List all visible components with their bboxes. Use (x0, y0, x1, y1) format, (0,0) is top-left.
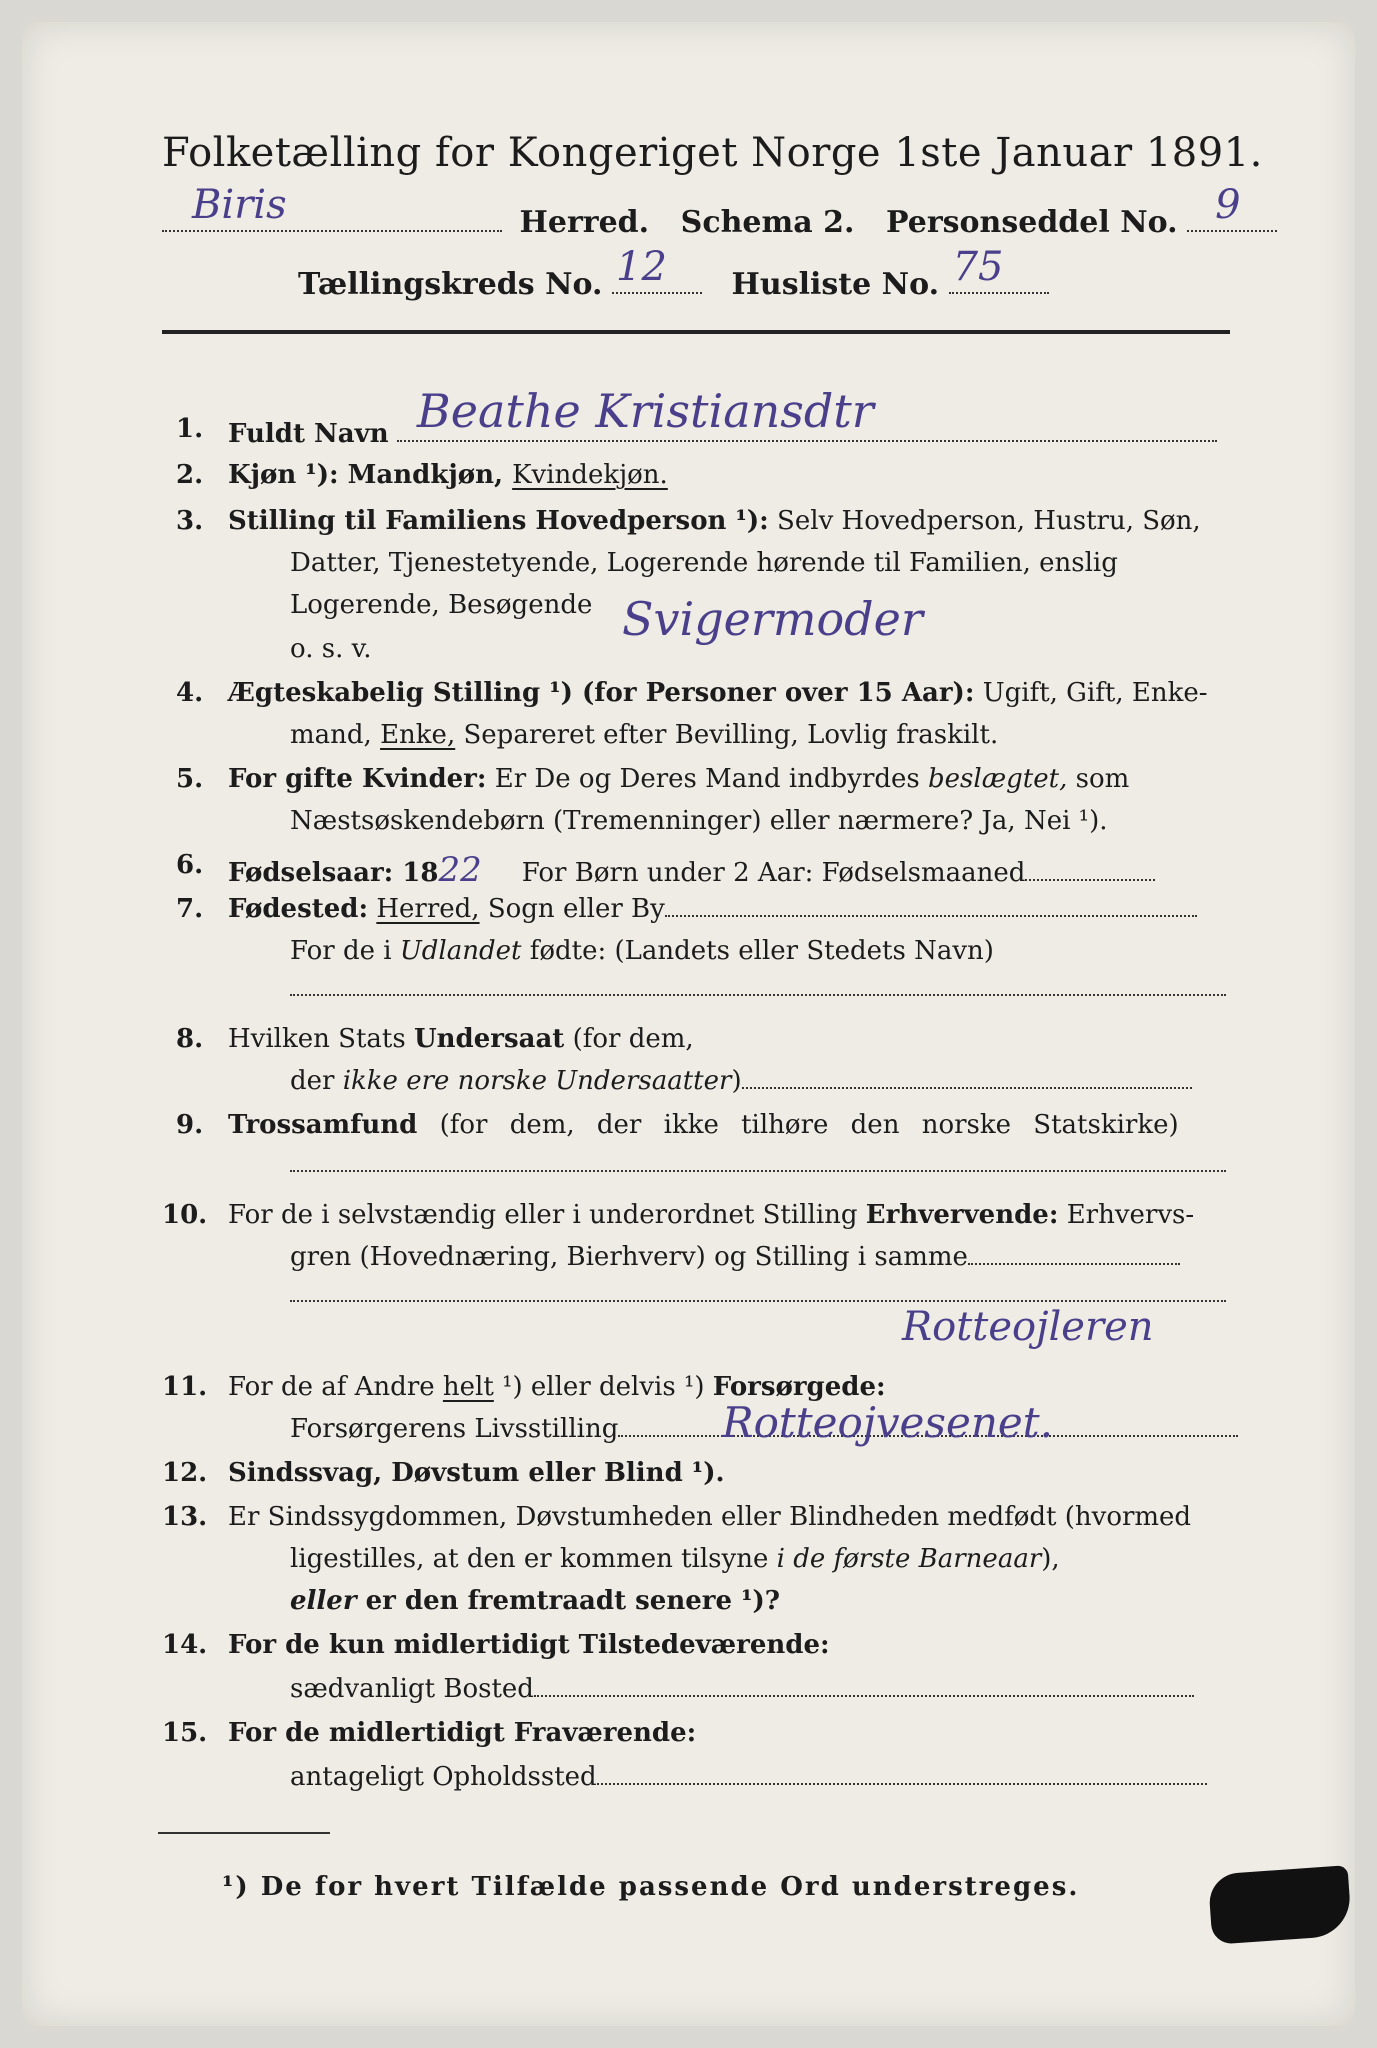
item-number: 3. (176, 506, 204, 536)
item-number: 8. (176, 1024, 204, 1054)
personseddel-handwritten: 9 (1215, 182, 1241, 228)
q13-italic: i de første Barneaar (776, 1544, 1042, 1574)
q7-text: For de i (290, 936, 400, 966)
birth-year-handwritten: 22 (438, 850, 482, 890)
footnote-rule (158, 1832, 330, 1834)
q13-italic2: eller (290, 1586, 357, 1616)
item-number: 5. (176, 764, 204, 794)
q5-line1 (228, 764, 1129, 794)
q7-line1 (228, 894, 1197, 924)
q13-line2 (290, 1544, 1060, 1574)
item-number: 2. (176, 460, 204, 490)
husliste-handwritten: 75 (952, 244, 1004, 290)
q10-end: Erhvervs- (1058, 1200, 1195, 1230)
q8-italic: ikke ere norske Undersaatter (342, 1066, 732, 1096)
q5-end: som (1067, 764, 1130, 794)
q4-line1 (228, 678, 1208, 708)
item-number: 1. (176, 414, 204, 444)
q3-line1 (228, 506, 1201, 536)
q13-line1: Er Sindssygdommen, Døvstumheden eller Blindheden medfødt (hvormed (228, 1502, 1192, 1532)
full-name-handwritten: Beathe Kristiansdtr (416, 384, 874, 438)
q8-text: Hvilken Stats (228, 1024, 414, 1054)
q7-rest: Sogn eller By (479, 894, 665, 924)
q4-bold: Ægteskabelig Stilling ¹) (for Personer over 15 Aar): (228, 678, 975, 708)
kreds-label: Tællingskreds No. (298, 267, 603, 302)
position-handwritten: Svigermoder (622, 592, 923, 646)
q8-text2-end: ) (731, 1066, 742, 1096)
q14-text2: sædvanligt Bosted (290, 1674, 534, 1704)
kreds-handwritten: 12 (616, 244, 667, 290)
item-number: 11. (162, 1372, 208, 1402)
item-number: 15. (162, 1718, 208, 1748)
q10-bold: Erhvervende: (865, 1200, 1059, 1230)
item-number: 14. (162, 1630, 208, 1660)
q4-text: mand, (290, 720, 381, 750)
q8-bold: Undersaat (413, 1024, 565, 1054)
q14-line1: For de kun midlertidigt Tilstedeværende: (228, 1630, 830, 1660)
provider-occupation-handwritten: Rotteojvesenet. (722, 1398, 1053, 1447)
q2-text: Kjøn ¹): Mandkjøn, (228, 460, 513, 490)
schema-label: Schema 2. (680, 205, 855, 240)
q12-row: Sindssvag, Døvstum eller Blind ¹). (228, 1458, 725, 1488)
q7-bold: Fødested: (228, 894, 369, 924)
q7-text-end: fødte: (Landets eller Stedets Navn) (521, 936, 994, 966)
item-number: 4. (176, 678, 204, 708)
personseddel-label: Personseddel No. (885, 205, 1178, 240)
item-number: 12. (162, 1458, 208, 1488)
q9-bold: Trossamfund (228, 1110, 418, 1140)
q11-text: For de af Andre (228, 1372, 443, 1402)
q6-rest: For Børn under 2 Aar: Fødselsmaaned (521, 858, 1026, 888)
q13-bold: er den fremtraadt senere ¹)? (356, 1586, 780, 1616)
q13-line3 (290, 1586, 780, 1616)
q8-text2: der (290, 1066, 343, 1096)
q13-text: ligestilles, at den er kommen tilsyne (290, 1544, 777, 1574)
kreds-row (298, 244, 1049, 302)
q15-line1: For de midlertidigt Fraværende: (228, 1718, 697, 1748)
item-number: 9. (176, 1110, 204, 1140)
q2-row (228, 460, 668, 490)
q9-row (228, 1110, 1179, 1140)
blank-line (290, 1170, 1226, 1172)
item-number: 10. (162, 1200, 208, 1230)
item-number: 6. (176, 850, 204, 880)
q4-text-end: Separeret efter Bevilling, Lovlig fraskilt. (455, 720, 999, 750)
q11-text2: Forsørgerens Livsstilling (290, 1414, 619, 1444)
q3-line3: Logerende, Besøgende (290, 590, 593, 620)
q3-line4: o. s. v. (290, 634, 372, 664)
q1-label: Fuldt Navn (228, 419, 389, 449)
q4-line2 (290, 720, 998, 750)
q10-line1 (228, 1200, 1194, 1230)
q15-text2: antageligt Opholdssted (290, 1762, 597, 1792)
q9-rest: (for dem, der ikke tilhøre den norske Statskirke) (417, 1110, 1179, 1140)
q5-rest: Er De og Deres Mand indbyrdes (486, 764, 929, 794)
q11-text-mid: ¹) eller delvis ¹) (493, 1372, 713, 1402)
blank-line (290, 994, 1226, 996)
q1-row (228, 384, 1217, 449)
q3-rest: Selv Hovedperson, Hustru, Søn, (768, 506, 1201, 536)
husliste-label: Husliste No. (731, 267, 940, 302)
footnote: ¹) De for hvert Tilfælde passende Ord understreges. (222, 1872, 1080, 1902)
q11-bold: Forsørgede: (712, 1372, 886, 1402)
q5-line2: Næstsøskendebørn (Tremenninger) eller nærmere? Ja, Nei ¹). (290, 806, 1108, 836)
q3-bold: Stilling til Familiens Hovedperson ¹): (228, 506, 769, 536)
q13-text-end: ), (1041, 1544, 1060, 1574)
herred-handwritten: Biris (192, 182, 287, 228)
q14-line2 (290, 1674, 1194, 1704)
q15-line2 (290, 1762, 1207, 1792)
q11-selected-option: helt (442, 1372, 494, 1402)
q7-selected-option: Herred, (376, 894, 480, 924)
item-number: 7. (176, 894, 204, 924)
item-number: 13. (162, 1502, 208, 1532)
census-form-sheet (22, 22, 1355, 2026)
form-title: Folketælling for Kongeriget Norge 1ste Januar 1891. (162, 130, 1263, 176)
herred-row (162, 182, 1277, 240)
herred-label: Herred. (519, 205, 650, 240)
q5-bold: For gifte Kvinder: (228, 764, 487, 794)
q7-line2 (290, 936, 994, 966)
q8-line1 (228, 1024, 694, 1054)
blank-line (290, 1300, 1226, 1302)
torn-corner-mark (1208, 1865, 1353, 1945)
q8-line2 (290, 1066, 1192, 1096)
q2-selected-option: Kvindekjøn. (512, 460, 668, 490)
q3-line2: Datter, Tjenestetyende, Logerende hørende til Familien, enslig (290, 548, 1118, 578)
header-divider (162, 330, 1230, 334)
q7-italic: Udlandet (399, 936, 522, 966)
q6-row (228, 850, 1155, 890)
q10-line2 (290, 1242, 1180, 1272)
q8-end: (for dem, (564, 1024, 694, 1054)
q4-selected-option: Enke, (380, 720, 456, 750)
q10-text2: gren (Hovednæring, Bierhverv) og Stilling i samme (290, 1242, 968, 1272)
q5-italic: beslægtet, (928, 764, 1068, 794)
q6-label: Fødselsaar: 18 (228, 858, 439, 888)
q4-rest: Ugift, Gift, Enke- (974, 678, 1208, 708)
q10-text: For de i selvstændig eller i underordnet Stilling (228, 1200, 866, 1230)
occupation-handwritten: Rotteojleren (902, 1304, 1154, 1350)
